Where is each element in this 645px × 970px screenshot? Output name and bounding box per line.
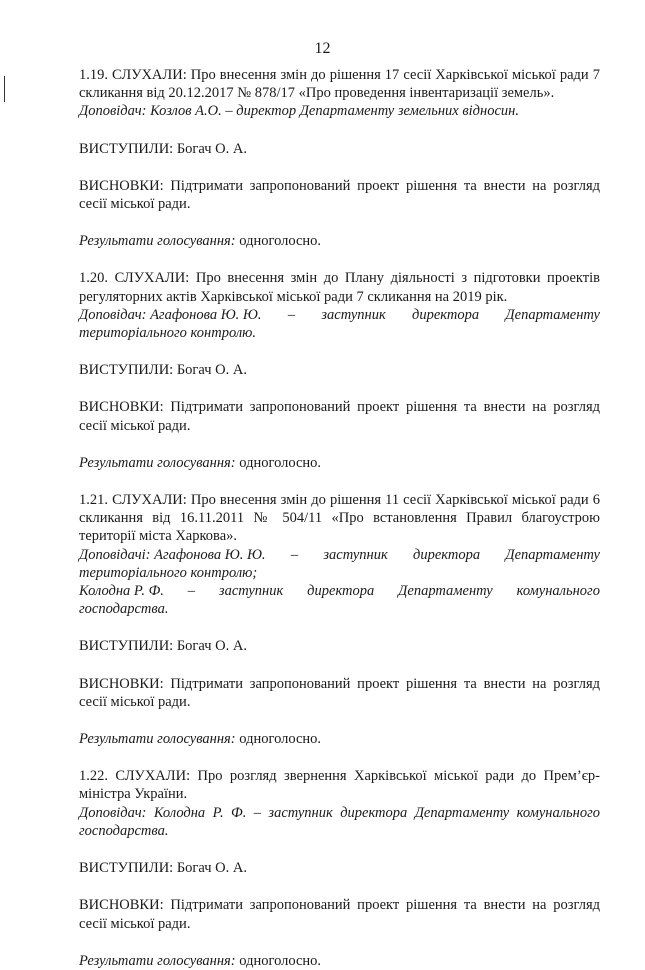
item-speaker2-row — [79, 582, 600, 600]
vote-label: Результати голосування: — [79, 952, 236, 969]
speaker-word: директора — [413, 546, 481, 563]
item-conclusions: ВИСНОВКИ: Підтримати запропонований проект рішення та внести на розгляд сесії міської ради. — [79, 399, 600, 434]
document-body — [79, 66, 600, 970]
vote-value: одноголосно. — [235, 731, 322, 748]
item-spoke: ВИСТУПИЛИ: Богач О. А. — [79, 362, 247, 379]
item-conclusions: ВИСНОВКИ: Підтримати запропонований проект рішення та внести на розгляд сесії міської ради. — [79, 675, 600, 710]
item-speaker-tail: територіального контролю. — [79, 325, 257, 342]
speaker-dash: – — [290, 546, 299, 563]
item-vote — [79, 232, 600, 250]
item-speaker-row — [79, 546, 600, 564]
margin-mark — [4, 76, 5, 102]
speaker-name: Доповідач: Агафонова Ю. Ю. — [79, 306, 262, 323]
vote-label: Результати голосування: — [79, 454, 236, 471]
item-vote — [79, 952, 600, 970]
item-speaker: Доповідач: Козлов А.О. – директор Департаменту земельних відносин. — [79, 103, 519, 120]
item-conclusions: ВИСНОВКИ: Підтримати запропонований проект рішення та внести на розгляд сесії міської ради. — [79, 177, 600, 213]
item-heard: 1.22. СЛУХАЛИ: Про розгляд звернення Харківської міської ради до Прем’єр-міністра України. — [79, 768, 600, 803]
item-heard: 1.19. СЛУХАЛИ: Про внесення змін до рішення 17 сесії Харківської міської ради 7 скликання від 20.12.2017 № 878/17 «Про проведення інвентаризації земель». — [79, 67, 600, 102]
item-speaker-row — [79, 306, 600, 324]
speaker-word: комунального — [516, 583, 600, 600]
item-conclusions: ВИСНОВКИ: Підтримати запропонований проект рішення та внести на розгляд сесії міської ради. — [79, 897, 600, 932]
item-spoke: ВИСТУПИЛИ: Богач О. А. — [79, 860, 247, 877]
speaker-name: Колодна Р. Ф. — [79, 583, 164, 600]
item-speaker-tail: територіального контролю; — [79, 564, 258, 581]
item-heard: 1.20. СЛУХАЛИ: Про внесення змін до Плану діяльності з підготовки проектів регуляторних актів Харківської міської ради 7 скликання на 2019 рік. — [79, 270, 600, 305]
item-spoke: ВИСТУПИЛИ: Богач О. А. — [79, 638, 247, 655]
vote-label: Результати голосування: — [79, 233, 236, 250]
speaker-word: Департаменту — [505, 306, 600, 323]
vote-label: Результати голосування: — [79, 731, 236, 748]
speaker-dash: – — [287, 306, 296, 323]
speaker-dash: – — [187, 583, 196, 600]
vote-value: одноголосно. — [235, 454, 322, 471]
item-spoke: ВИСТУПИЛИ: Богач О. А. — [79, 140, 247, 157]
speaker-word: Департаменту — [505, 546, 600, 563]
item-speaker2-tail: господарства. — [79, 601, 169, 618]
item-vote — [79, 454, 600, 472]
speaker-word: директора — [412, 306, 480, 323]
item-heard: 1.21. СЛУХАЛИ: Про внесення змін до рішення 11 сесії Харківської міської ради 6 скликання від 16.11.2011 № 504/11 «Про встановлення Правил благоустрою території міста Харкова». — [79, 492, 600, 545]
vote-value: одноголосно. — [235, 233, 322, 250]
item-speaker: Доповідач: Колодна Р. Ф. – заступник директора Департаменту комунального господарства. — [79, 804, 600, 839]
item-vote — [79, 730, 600, 748]
vote-value: одноголосно. — [235, 952, 322, 969]
speaker-word: заступник — [321, 306, 386, 323]
speaker-name: Доповідачі: Агафонова Ю. Ю. — [79, 546, 266, 563]
speaker-word: заступник — [218, 583, 284, 600]
page-number: 12 — [314, 40, 331, 57]
speaker-word: директора — [307, 583, 375, 600]
speaker-word: заступник — [323, 546, 388, 563]
speaker-word: Департаменту — [398, 583, 493, 600]
